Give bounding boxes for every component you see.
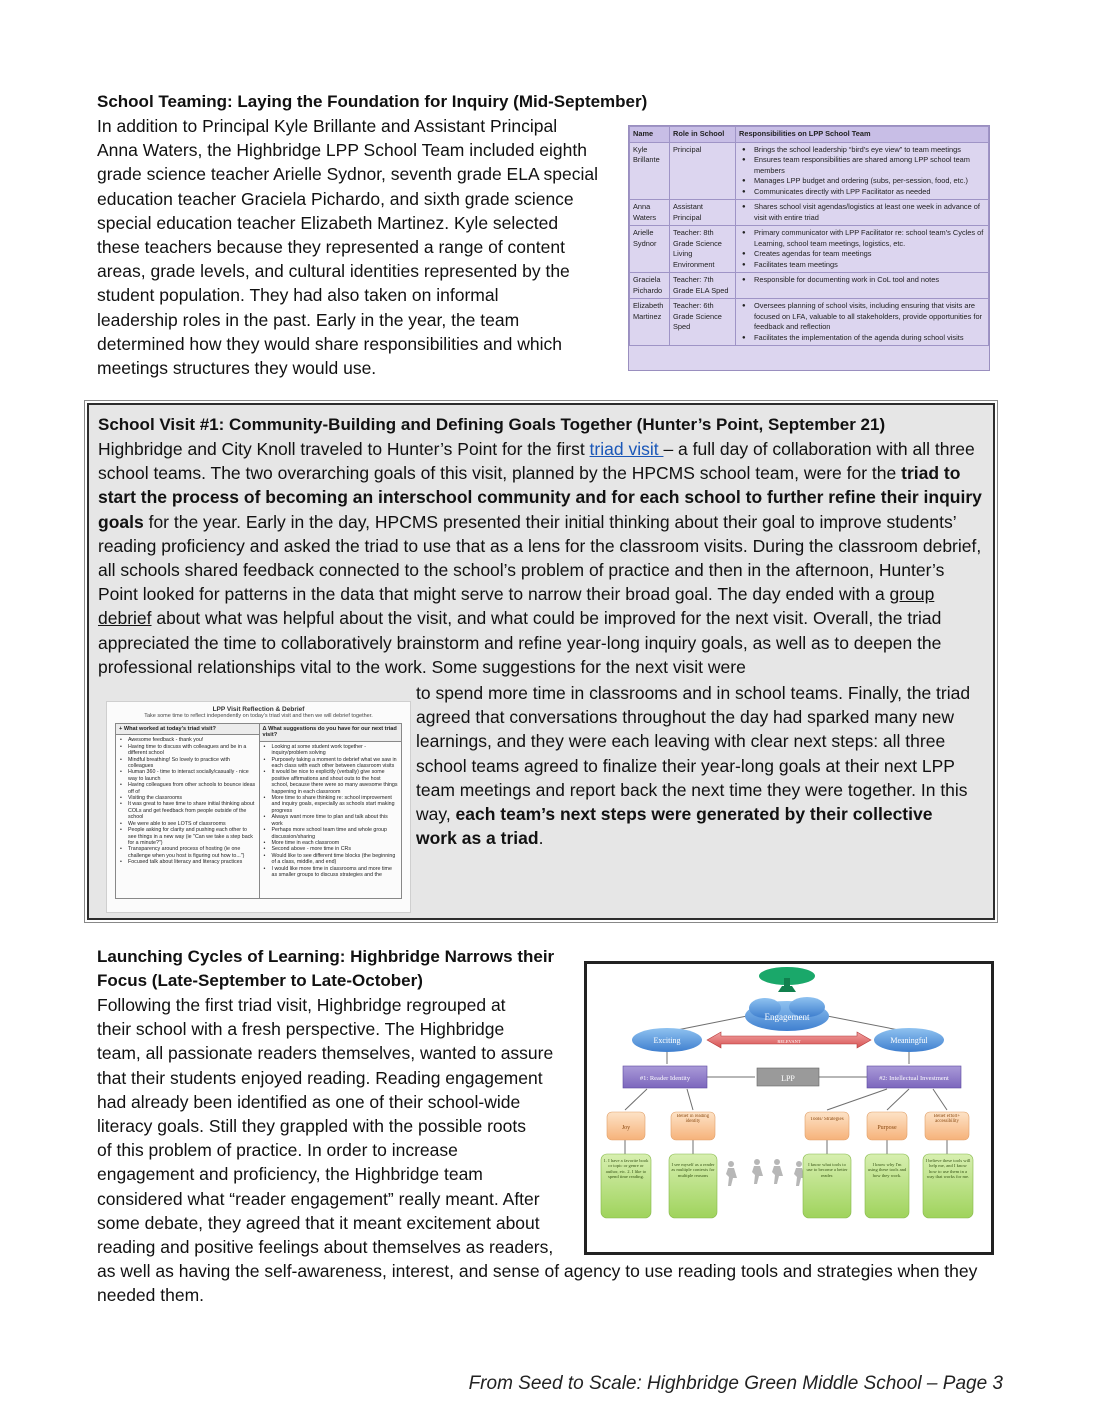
engagement-bubble bbox=[745, 997, 829, 1031]
text-line: education teacher Graciela Pichardo, and sixth grade science bbox=[97, 188, 574, 209]
text-span: to spend more time in classrooms and in school teams. Finally, the triad agreed that conversations throughout the day had sparked many new learnings, and they were each leaving with clear next steps: all three school teams agreed to finalize their year-long goals at their next LPP team meetings and report back the next time they were together. In this way, bbox=[416, 683, 971, 825]
list-item: • Mindful breathing! So lovely to practice with colleagues bbox=[119, 757, 256, 770]
reflection-title: LPP Visit Reflection & Debrief bbox=[212, 706, 305, 713]
green-box-1-text bbox=[603, 1158, 649, 1216]
list-item: • Perhaps more school team time and whole group discussion/sharing bbox=[263, 827, 399, 840]
relevant-label: RELEVANT bbox=[777, 1039, 801, 1044]
text-span: – a full day of collaboration with all three school teams. The two overarching goals of this visit, planned by the HPCMS school team, were for the bbox=[98, 439, 975, 484]
table-cell-role: Teacher: 8th Grade Science Living Environment bbox=[670, 226, 736, 273]
reflection-columns bbox=[115, 723, 402, 899]
list-item: ● Shares school visit agendas/logistics at least one week in advance of visit with entire triad bbox=[739, 202, 985, 223]
tools-text bbox=[806, 1117, 848, 1139]
belief-identity-text bbox=[672, 1114, 714, 1140]
list-item: • I would like more time in classrooms and more time as smaller groups to discuss strategies and the bbox=[263, 866, 399, 879]
list-item: • More time in each classroom bbox=[263, 840, 399, 846]
reflection-col-worked bbox=[116, 724, 259, 898]
text-line: that their students enjoyed reading. Reading engagement bbox=[97, 1067, 543, 1088]
table-cell-name: Anna Waters bbox=[630, 200, 670, 226]
table-cell-responsibilities bbox=[736, 200, 989, 226]
list-item: • Always want more time to plan and talk about this work bbox=[263, 814, 399, 827]
text-line: literacy goals. Still they grappled with the possible roots bbox=[97, 1116, 526, 1137]
table-cell-name: Arielle Sydnor bbox=[630, 226, 670, 273]
exciting-label: Exciting bbox=[653, 1036, 681, 1045]
engagement-diagram bbox=[584, 961, 994, 1255]
green-box-4-label: I know why I'm using these tools and how they work. bbox=[867, 1162, 907, 1178]
list-item: • Human 360 - time to interact socially/casually - nice way to launch bbox=[119, 769, 256, 782]
green-box-3-text bbox=[805, 1162, 849, 1216]
figures-icon bbox=[726, 1159, 805, 1186]
table-row bbox=[630, 200, 989, 226]
tree-logo bbox=[759, 967, 815, 992]
purpose-label: Purpose bbox=[877, 1125, 897, 1131]
section-heading: School Teaming: Laying the Foundation for Inquiry (Mid-September) bbox=[97, 92, 648, 111]
green-box-5-text bbox=[925, 1158, 971, 1216]
callout-continued-text bbox=[416, 681, 976, 850]
roles-table bbox=[629, 126, 989, 346]
tools-label: Tools/ Strategies bbox=[810, 1117, 844, 1122]
table-cell-name: Graciela Pichardo bbox=[630, 273, 670, 299]
text-line: areas, grade levels, and cultural identities represented by the bbox=[97, 261, 570, 282]
list-item: • Having time to discuss with colleagues and be in a different school bbox=[119, 744, 256, 757]
list-item: • Second above - more time in CRs bbox=[263, 846, 399, 852]
paragraph bbox=[98, 437, 986, 679]
column-header: Δ What suggestions do you have for our next triad visit? bbox=[260, 724, 402, 742]
text-span: . bbox=[538, 828, 544, 849]
group-debrief-link[interactable]: group debrief bbox=[98, 584, 935, 629]
green-box-2-label: I see myself as a reader as multiple contexts for multiple reasons bbox=[671, 1162, 715, 1178]
table-cell-role: Teacher: 7th Grade ELA Sped bbox=[670, 273, 736, 299]
reflection-debrief-image bbox=[106, 701, 411, 913]
table-header: Responsibilities on LPP School Team bbox=[736, 127, 989, 143]
text-line: determined how they would share responsibilities and which bbox=[97, 333, 562, 354]
text-line: these teachers because they represented a range of content bbox=[97, 237, 565, 258]
list-item: ● Responsible for documenting work in CoL tool and notes bbox=[739, 275, 985, 286]
list-item: ● Creates agendas for team meetings bbox=[739, 249, 985, 260]
list-item: ● Facilitates team meetings bbox=[739, 260, 985, 271]
engagement-label: Engagement bbox=[764, 1012, 810, 1022]
text-span: Highbridge and City Knoll traveled to Hunter’s Point for the first bbox=[98, 439, 590, 459]
text-line: engagement and proficiency, the Highbridge team bbox=[97, 1164, 483, 1185]
text-line: student population. They had also taken on informal bbox=[97, 285, 499, 306]
column-header: + What worked at today’s triad visit? bbox=[116, 724, 259, 735]
text-line: grade science teacher Arielle Sydnor, seventh grade ELA special bbox=[97, 164, 599, 185]
text-span: for the year. Early in the day, HPCMS presented their initial thinking about their goal to improve students’ reading proficiency and asked the triad to use that as a lens for the classroom visits. During the classroom debrief, all schools shared feedback connected to the school’s problem of practice and then in the afternoon, Hunter’s Point looked for patterns in the data that might serve to narrow their broad goal. The day ended with a bbox=[98, 511, 982, 605]
list-item: ● Manages LPP budget and ordering (subs, per-session, food, etc.) bbox=[739, 176, 985, 187]
bold-text: each team’s next steps were generated by their collective work as a triad bbox=[416, 804, 933, 849]
list-item: ● Communicates directly with LPP Facilitator as needed bbox=[739, 187, 985, 198]
text-line: leadership roles in the past. Early in the year, the team bbox=[97, 309, 520, 330]
section-body bbox=[97, 114, 612, 380]
text-line: Anna Waters, the Highbridge LPP School Team included eighth bbox=[97, 140, 587, 161]
text-line: Following the first triad visit, Highbridge regrouped at bbox=[97, 995, 506, 1015]
table-row bbox=[630, 142, 989, 200]
table-row bbox=[630, 273, 989, 299]
green-box-2-text bbox=[671, 1162, 715, 1216]
list-item: ● Brings the school leadership “bird’s eye view” to team meetings bbox=[739, 145, 985, 156]
list-item: ● Facilitates the implementation of the agenda during school visits bbox=[739, 333, 985, 344]
table-cell-role: Assistant Principal bbox=[670, 200, 736, 226]
text-line: some debate, they agreed that it meant excitement about bbox=[97, 1212, 540, 1233]
list-item: ● Primary communicator with LPP Facilitator re: school team’s Cycles of Learning, school team meetings, logistics, etc. bbox=[739, 228, 985, 249]
green-box-5-label: I believe these tools will help me, and I know how to use them in a way that works for me. bbox=[925, 1158, 971, 1180]
list-item: • Would like to see different time blocks (the beginning of a class, middle, and end) bbox=[263, 853, 399, 866]
table-cell-responsibilities bbox=[736, 142, 989, 200]
section-body bbox=[97, 993, 572, 1259]
text-line: needed them. bbox=[97, 1285, 205, 1306]
callout-body bbox=[98, 413, 986, 679]
diagram-svg bbox=[587, 964, 991, 1252]
text-line: their school with a fresh perspective. The Highbridge bbox=[97, 1019, 505, 1040]
triad-visit-link[interactable]: triad visit bbox=[589, 439, 664, 459]
table-cell-role: Teacher: 6th Grade Science Sped bbox=[670, 299, 736, 346]
belief-effort-text bbox=[926, 1114, 968, 1140]
text-line: as well as having the self-awareness, interest, and sense of agency to use reading tools and strategies when they bbox=[97, 1261, 978, 1282]
list-item: • Purposely taking a moment to debrief what we saw in each class with each other between classroom visits bbox=[263, 757, 399, 770]
text-span: about what was helpful about the visit, and what could be improved for the next visit. Overall, the triad appreciated the time to collaboratively brainstorm and refine year-long inquiry goals, as well as to deepen the professional relationships vital to the work. Some suggestions for the next visit were bbox=[98, 608, 942, 677]
intellectual-investment-label: #2: Intellectual Investment bbox=[879, 1075, 949, 1082]
table-header: Role in School bbox=[670, 127, 736, 143]
table-row bbox=[630, 299, 989, 346]
belief-effort-label: Belief effort+ accessibility bbox=[933, 1114, 961, 1125]
section-heading-line: Launching Cycles of Learning: Highbridge Narrows their bbox=[97, 947, 555, 966]
text-line: had already been identified as one of their school-wide bbox=[97, 1091, 521, 1112]
list-item: • Looking at some student work together - inquiry/problem solving bbox=[263, 744, 399, 757]
green-box-4-text bbox=[867, 1162, 907, 1216]
lpp-label: LPP bbox=[781, 1074, 795, 1083]
table-cell-responsibilities bbox=[736, 299, 989, 346]
green-box-1-label: 1. I have a favorite book or topic or genre or author, etc. 2. I like to spend time reading. bbox=[603, 1158, 649, 1180]
text-line: considered what “reader engagement” really meant. After bbox=[97, 1188, 540, 1209]
text-line: of this problem of practice. In order to increase bbox=[97, 1140, 458, 1161]
bold-text: triad to start the process of becoming an interschool community and for each school to further refine their inquiry goals bbox=[98, 463, 982, 532]
list-item: • Transparency around process of hosting (ie one challenge when you host is figuring out how to...") bbox=[119, 846, 256, 859]
list-item: • People asking for clarity and pushing each other to see things in a new way (ie "Can we take a step back for a minute?") bbox=[119, 827, 256, 846]
list-item: • It was great to have time to share initial thinking about COLs and get feedback from people outside of the school bbox=[119, 801, 256, 820]
list-item: • We were able to see LOTS of classrooms bbox=[119, 821, 256, 827]
section-heading: School Visit #1: Community-Building and Defining Goals Together (Hunter’s Point, September 21) bbox=[98, 415, 886, 434]
list-item: • Having colleagues from other schools to bounce ideas off of bbox=[119, 782, 256, 795]
belief-identity-label: Belief in reading identity bbox=[676, 1114, 710, 1125]
text-line: meetings structures they would use. bbox=[97, 358, 377, 379]
meaningful-label: Meaningful bbox=[890, 1036, 928, 1045]
school-visit-callout bbox=[87, 403, 995, 920]
text-line: special education teacher Elizabeth Martinez. Kyle selected bbox=[97, 212, 559, 233]
table-cell-name: Elizabeth Martinez bbox=[630, 299, 670, 346]
list-item: • Awesome feedback - thank you! bbox=[119, 737, 256, 743]
green-box-3-label: I know what tools to use to become a better reader. bbox=[806, 1162, 848, 1178]
joy-label: Joy bbox=[621, 1125, 631, 1131]
table-cell-responsibilities bbox=[736, 226, 989, 273]
section-heading-line: Focus (Late-September to Late-October) bbox=[97, 971, 423, 990]
reflection-subtitle: Take some time to reflect independently on today’s triad visit and then we will debrief together. bbox=[144, 713, 373, 719]
list-item: • Visiting the classrooms bbox=[119, 795, 256, 801]
text-line: team, all passionate readers themselves, wanted to assure bbox=[97, 1043, 554, 1064]
roles-table-image bbox=[628, 125, 990, 371]
list-item: ● Ensures team responsibilities are shared among LPP school team members bbox=[739, 155, 985, 176]
table-cell-role: Principal bbox=[670, 142, 736, 200]
list-item: ● Oversees planning of school visits, including ensuring that visits are focused on LFA, valuable to all stakeholders, provide opportunities for feedback and reflection bbox=[739, 301, 985, 333]
list-item: • It would be nice to explicitly (verbally) give some positive affirmations and shout outs to the host school, because there were so many awesome things happening in each classroom bbox=[263, 769, 399, 795]
table-cell-name: Kyle Brillante bbox=[630, 142, 670, 200]
reflection-col-suggestions bbox=[259, 724, 402, 898]
table-row bbox=[630, 226, 989, 273]
table-cell-responsibilities bbox=[736, 273, 989, 299]
page-footer: From Seed to Scale: Highbridge Green Middle School – Page 3 bbox=[468, 1373, 1003, 1394]
reader-identity-label: #1: Reader Identity bbox=[639, 1075, 691, 1082]
section-body-full bbox=[97, 1259, 1017, 1307]
table-header: Name bbox=[630, 127, 670, 143]
text-line: In addition to Principal Kyle Brillante and Assistant Principal bbox=[97, 116, 558, 136]
text-line: reading and positive feelings about themselves as readers, bbox=[97, 1237, 554, 1258]
list-item: • Focused talk about literacy and literacy practices bbox=[119, 859, 256, 865]
list-item: • More time to share thinking re: school improvement and inquiry goals, especially as schools start making progress bbox=[263, 795, 399, 814]
relevant-arrow bbox=[707, 1032, 871, 1048]
